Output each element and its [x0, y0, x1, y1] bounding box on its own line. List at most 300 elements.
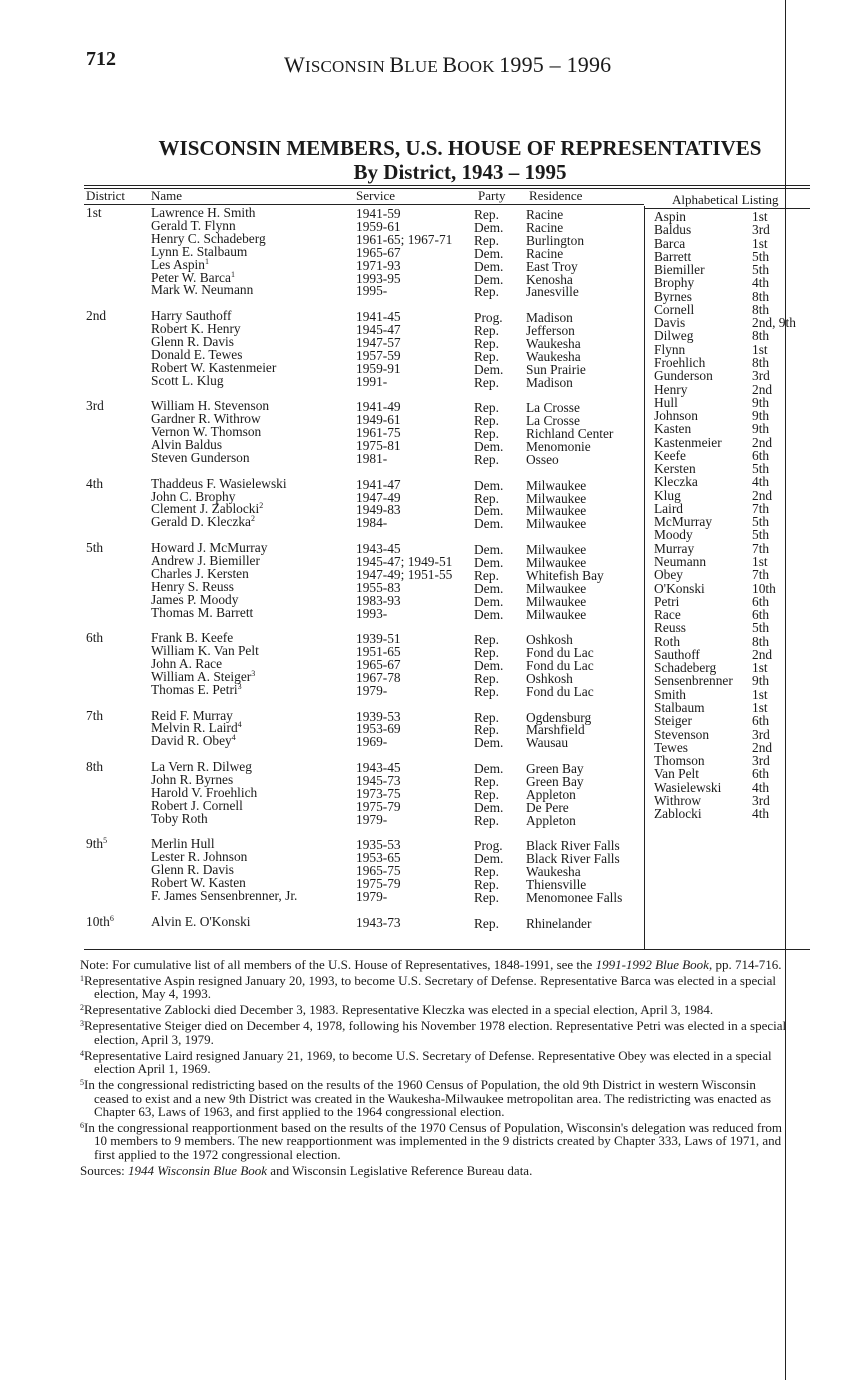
member-party: Dem. [474, 554, 504, 570]
alpha-entry-name: Kastenmeier [654, 434, 722, 450]
alpha-entry-name: Reuss [654, 620, 686, 636]
member-name: Glenn R. Davis [151, 333, 234, 349]
member-party: Dem. [474, 542, 504, 557]
member-service: 1949-83 [356, 502, 401, 518]
member-party: Rep. [474, 877, 499, 892]
member-party: Rep. [474, 683, 499, 699]
alpha-entry-name: Byrnes [654, 288, 692, 304]
member-residence: Milwaukee [526, 503, 587, 519]
member-name: Vernon W. Thomson [151, 424, 262, 440]
member-name: Howard J. McMurray [151, 540, 268, 555]
member-residence: Milwaukee [526, 580, 587, 596]
alpha-entry-district: 6th [752, 713, 770, 729]
member-party: Dem. [474, 258, 504, 274]
member-party: Rep. [474, 490, 499, 506]
alpha-entry-name: Gunderson [654, 368, 713, 384]
member-party: Rep. [474, 284, 499, 300]
member-party: Dem. [474, 606, 504, 622]
member-residence: Marshfield [526, 722, 585, 738]
alpha-entry-district: 4th [752, 474, 770, 490]
alpha-entry-district: 5th [752, 461, 770, 477]
member-name: Henry S. Reuss [151, 578, 234, 594]
col-header-service: Service [356, 188, 395, 203]
member-party: Dem. [474, 361, 504, 377]
member-name: Lawrence H. Smith [151, 205, 256, 220]
member-service: 1961-65; 1967-71 [356, 231, 453, 247]
alpha-entry-name: Brophy [654, 275, 695, 291]
member-name: Frank B. Keefe [151, 630, 234, 646]
member-residence: Kenosha [526, 271, 573, 287]
member-party: Dem. [474, 245, 504, 261]
alpha-entry-name: Biemiller [654, 262, 705, 278]
alpha-entry-name: Henry [654, 381, 688, 397]
alpha-entry-name: Roth [654, 633, 681, 649]
member-party: Rep. [474, 915, 499, 931]
alpha-entry-name: Tewes [654, 739, 689, 755]
member-residence: Milwaukee [526, 477, 587, 493]
alpha-entry-name: Stevenson [654, 726, 710, 742]
member-residence: Black River Falls [526, 838, 620, 854]
table-title: WISCONSIN MEMBERS, U.S. HOUSE OF REPRESENTATIVES [158, 136, 762, 160]
alpha-entry-district: 3rd [752, 792, 770, 808]
col-header-district: District [86, 188, 125, 203]
member-service: 1983-93 [356, 592, 401, 608]
alpha-entry-district: 8th [752, 328, 770, 344]
header-top-rule [84, 185, 810, 186]
district-label: 1st [86, 205, 102, 220]
member-name: John C. Brophy [151, 488, 236, 504]
member-service: 1943-73 [356, 914, 401, 930]
alpha-entry-district: 2nd, 9th [752, 315, 796, 331]
member-residence: Wausau [526, 735, 569, 751]
member-service: 1941-49 [356, 399, 401, 415]
alpha-entry-district: 1st [752, 686, 768, 702]
member-party: Rep. [474, 335, 499, 351]
alpha-entry-district: 8th [752, 301, 770, 317]
member-residence: La Crosse [526, 413, 580, 429]
alpha-entry-district: 1st [752, 209, 768, 224]
member-name: Henry C. Schadeberg [151, 230, 266, 246]
alpha-entry-district: 6th [752, 447, 770, 463]
footnote-sources: Sources: 1944 Wisconsin Blue Book and Wisconsin Legislative Reference Bureau data. [80, 1162, 533, 1178]
member-residence: Fond du Lac [526, 658, 594, 673]
member-name: Glenn R. Davis [151, 862, 234, 878]
alpha-entry-name: Smith [654, 686, 686, 702]
col-header-party: Party [478, 188, 506, 203]
member-service: 1979- [356, 682, 388, 698]
member-residence: Jefferson [526, 323, 575, 338]
member-name: Robert K. Henry [151, 321, 241, 336]
district-label: 2nd [86, 308, 107, 324]
member-residence: Oshkosh [526, 632, 573, 648]
member-party: Dem. [474, 271, 504, 287]
member-party: Rep. [474, 709, 499, 725]
alpha-entry-district: 8th [752, 288, 770, 304]
alpha-entry-district: 5th [752, 248, 770, 264]
alpha-entry-name: Aspin [654, 209, 686, 224]
member-service: 1965-67 [356, 244, 401, 260]
alpha-entry-district: 5th [752, 527, 770, 543]
member-residence: Richland Center [526, 426, 614, 442]
alpha-entry-district: 7th [752, 500, 770, 516]
alpha-entry-district: 4th [752, 275, 770, 291]
member-party: Dem. [474, 761, 504, 776]
member-service: 1945-73 [356, 772, 401, 788]
member-residence: Milwaukee [526, 490, 587, 506]
member-party: Rep. [474, 786, 499, 802]
member-service: 1957-59 [356, 347, 401, 363]
running-head: WISCONSIN BLUE BOOK 1995 – 1996 [284, 52, 612, 77]
district-label: 4th [86, 475, 104, 491]
member-residence: Fond du Lac [526, 683, 594, 699]
member-residence: Milwaukee [526, 606, 587, 622]
member-service: 1953-65 [356, 850, 401, 866]
alpha-entry-district: 3rd [752, 753, 770, 769]
alpha-entry-name: Thomson [654, 753, 705, 769]
alpha-entry-district: 4th [752, 779, 770, 795]
member-name: Gardner R. Withrow [151, 411, 261, 427]
alpha-entry-name: Cornell [654, 301, 695, 317]
district-label: 7th [86, 707, 104, 723]
member-service: 1953-69 [356, 721, 401, 737]
member-party: Rep. [474, 426, 499, 442]
alpha-entry-district: 9th [752, 673, 770, 689]
member-service: 1971-93 [356, 257, 401, 273]
member-party: Rep. [474, 400, 499, 416]
district-label: 6th [86, 630, 104, 646]
member-name: Thaddeus F. Wasielewski [151, 475, 287, 491]
member-name: Harold V. Froehlich [151, 784, 258, 800]
member-name: Andrew J. Biemiller [151, 552, 260, 568]
member-name: William H. Stevenson [151, 398, 270, 414]
member-party: Dem. [474, 580, 504, 596]
member-name: Reid F. Murray [151, 707, 233, 723]
alpha-entry-district: 1st [752, 235, 768, 251]
member-name: Melvin R. Laird$^4$ [151, 720, 242, 736]
member-party: Dem. [474, 799, 504, 815]
member-residence: Green Bay [526, 761, 584, 776]
alpha-entry-name: Kasten [654, 421, 692, 437]
member-residence: Milwaukee [526, 542, 587, 557]
member-service: 1943-45 [356, 760, 401, 775]
member-name: Thomas E. Petri$^3$ [151, 681, 242, 697]
member-name: Peter W. Barca$^1$ [151, 269, 235, 285]
member-name: Alvin E. O'Konski [151, 913, 251, 929]
member-residence: Burlington [526, 232, 585, 248]
member-party: Rep. [474, 567, 499, 583]
member-residence: Ogdensburg [526, 709, 592, 725]
header-top-rule-2 [84, 188, 810, 189]
member-residence: Madison [526, 374, 573, 390]
member-party: Prog. [474, 838, 503, 854]
member-residence: Appleton [526, 786, 576, 802]
member-service: 1941-45 [356, 309, 401, 325]
member-name: Mark W. Neumann [151, 282, 254, 298]
member-service: 1947-57 [356, 334, 401, 350]
alpha-entry-name: Schadeberg [654, 660, 717, 676]
footnote: $^1$Representative Aspin resigned January 20, 1993, to become U.S. Secretary of Defense. Representative Barca was elected in a special election, May 4, 1993. [80, 973, 777, 1002]
member-name: John A. Race [151, 656, 223, 671]
member-name: Scott L. Klug [151, 372, 224, 388]
member-service: 1943-45 [356, 541, 401, 556]
alpha-entry-name: Davis [654, 315, 686, 331]
member-party: Dem. [474, 439, 504, 454]
member-service: 1965-67 [356, 657, 401, 672]
alpha-entry-name: Withrow [654, 792, 702, 808]
member-service: 1939-53 [356, 708, 401, 724]
member-name: Merlin Hull [151, 836, 215, 852]
alpha-entry-name: Zablocki [654, 806, 702, 822]
member-residence: Racine [526, 219, 564, 235]
alpha-entry-district: 5th [752, 262, 770, 278]
member-party: Rep. [474, 889, 499, 905]
alpha-entry-district: 3rd [752, 368, 770, 384]
district-label: $10th^6$ [86, 913, 114, 929]
alpha-entry-name: Steiger [654, 713, 692, 729]
alpha-entry-name: McMurray [654, 514, 713, 530]
district-label: 3rd [86, 398, 104, 414]
member-party: Rep. [474, 812, 499, 828]
alpha-entry-district: 7th [752, 567, 770, 583]
member-party: Rep. [474, 323, 499, 338]
alpha-entry-district: 8th [752, 354, 770, 370]
member-name: Steven Gunderson [151, 449, 250, 465]
member-party: Dem. [474, 477, 504, 493]
alpha-entry-name: Obey [654, 567, 684, 583]
member-name: F. James Sensenbrenner, Jr. [151, 887, 298, 903]
alpha-entry-district: 1st [752, 554, 768, 570]
member-service: 1969- [356, 734, 388, 750]
alpha-entry-name: Petri [654, 593, 680, 609]
member-name: Charles J. Kersten [151, 565, 249, 581]
member-service: 1961-75 [356, 425, 401, 441]
member-residence: Waukesha [526, 348, 581, 364]
member-residence: Milwaukee [526, 516, 587, 532]
alpha-entry-name: Froehlich [654, 354, 706, 370]
member-service: 1975-81 [356, 438, 401, 453]
alpha-entry-district: 6th [752, 766, 770, 782]
member-name: John R. Byrnes [151, 771, 234, 787]
member-service: 1995- [356, 283, 388, 299]
member-name: Lester R. Johnson [151, 849, 248, 865]
alpha-entry-district: 3rd [752, 726, 770, 742]
district-label: $9th^5$ [86, 836, 108, 852]
alpha-column-divider [644, 206, 645, 949]
member-name: Robert W. Kasten [151, 875, 246, 890]
member-service: 1945-47 [356, 322, 401, 337]
member-service: 1965-75 [356, 863, 401, 879]
member-service: 1945-47; 1949-51 [356, 553, 453, 569]
alpha-entry-district: 6th [752, 593, 770, 609]
member-party: Rep. [474, 773, 499, 789]
member-name: William K. Van Pelt [151, 643, 259, 659]
member-service: 1959-91 [356, 360, 401, 376]
member-name: David R. Obey$^4$ [151, 733, 236, 749]
member-service: 1991- [356, 373, 388, 389]
alpha-entry-name: Keefe [654, 447, 686, 463]
member-name: Clement J. Zablocki$^2$ [151, 501, 264, 517]
alpha-entry-district: 5th [752, 620, 770, 636]
alpha-entry-district: 1st [752, 341, 768, 357]
member-party: Rep. [474, 670, 499, 686]
member-residence: Waukesha [526, 335, 581, 351]
alpha-entry-district: 2nd [752, 646, 773, 662]
member-service: 1993-95 [356, 270, 401, 286]
alpha-entry-name: Dilweg [654, 328, 694, 344]
footnote: $^6$In the congressional reapportionment based on the results of the 1970 Census of Population, Wisconsin's delegation was reduced from 10 members to 9 members. The new reapportionment was implemented in the 9 districts created by Chapter 333, Laws of 1971, and first applied to the 1972 congressional election. [80, 1120, 783, 1162]
member-party: Dem. [474, 219, 504, 235]
col-header-alphabetical: Alphabetical Listing [672, 192, 779, 207]
member-service: 1959-61 [356, 218, 401, 234]
member-service: 1979- [356, 811, 388, 827]
member-residence: Madison [526, 310, 573, 326]
alpha-entry-name: Johnson [654, 408, 698, 424]
alpha-entry-name: Murray [654, 540, 695, 556]
member-party: Rep. [474, 232, 499, 248]
alpha-entry-name: Flynn [654, 341, 686, 357]
member-party: Dem. [474, 593, 504, 609]
alpha-entry-name: Klug [654, 487, 681, 503]
member-service: 1979- [356, 888, 388, 904]
alpha-entry-name: Barrett [654, 248, 692, 264]
member-residence: Racine [526, 245, 564, 261]
member-name: Robert W. Kastenmeier [151, 359, 277, 375]
member-service: 1941-59 [356, 206, 401, 221]
member-name: Les Aspin$^1$ [151, 256, 209, 272]
alpha-entry-name: Wasielewski [654, 779, 722, 795]
member-name: Lynn E. Stalbaum [151, 243, 248, 259]
alpha-entry-district: 9th [752, 408, 770, 424]
member-residence: Rhinelander [526, 915, 592, 931]
alpha-entry-district: 1st [752, 699, 768, 715]
member-party: Rep. [474, 348, 499, 364]
member-name: La Vern R. Dilweg [151, 759, 252, 774]
alpha-entry-district: 2nd [752, 739, 773, 755]
member-residence: Thiensville [526, 877, 587, 892]
member-service: 1941-47 [356, 476, 401, 492]
member-service: 1984- [356, 515, 388, 531]
alpha-entry-district: 9th [752, 394, 770, 410]
member-service: 1967-78 [356, 669, 401, 685]
member-residence: Sun Prairie [526, 361, 586, 377]
member-party: Rep. [474, 374, 499, 390]
member-name: Gerald D. Kleczka$^2$ [151, 514, 256, 530]
alpha-entry-district: 9th [752, 421, 770, 437]
member-party: Prog. [474, 310, 503, 326]
member-residence: Black River Falls [526, 851, 620, 867]
member-name: Harry Sauthoff [151, 308, 232, 324]
member-name: Robert J. Cornell [151, 797, 243, 813]
member-residence: Osseo [526, 451, 559, 467]
member-residence: La Crosse [526, 400, 580, 416]
alpha-entry-district: 1st [752, 660, 768, 676]
alpha-entry-name: Stalbaum [654, 699, 705, 715]
member-service: 1981- [356, 450, 388, 466]
alpha-entry-name: Barca [654, 235, 686, 251]
alpha-entry-name: Baldus [654, 222, 692, 238]
footnote: $^5$In the congressional redistricting based on the results of the 1960 Census of Population, the old 9th District in western Wisconsin ceased to exist and a new 9th District was created in the Waukesha-Milwaukee metropolitan area. The redistricting was enacted as Chapter 63, Laws of 1963, and first applied to the 1964 congressional election. [80, 1077, 772, 1120]
member-residence: Milwaukee [526, 554, 587, 570]
footnote: $^4$Representative Laird resigned January 21, 1969, to become U.S. Secretary of Defense. Representative Obey was elected in a special election April 1, 1969. [80, 1047, 772, 1077]
alpha-entry-name: Kleczka [654, 474, 698, 490]
member-residence: Appleton [526, 812, 576, 828]
col-header-name: Name [151, 188, 183, 203]
member-party: Rep. [474, 864, 499, 880]
member-name: Thomas M. Barrett [151, 604, 254, 620]
page-number: 712 [86, 48, 116, 70]
member-party: Rep. [474, 632, 499, 648]
member-residence: De Pere [526, 799, 569, 815]
member-service: 1975-79 [356, 798, 401, 814]
alpha-entry-district: 6th [752, 607, 770, 623]
member-residence: Janesville [526, 284, 579, 300]
member-residence: East Troy [526, 258, 578, 274]
district-label: 8th [86, 759, 104, 774]
member-party: Rep. [474, 722, 499, 738]
alpha-entry-name: Hull [654, 394, 678, 410]
alpha-entry-district: 3rd [752, 222, 770, 238]
alpha-entry-district: 7th [752, 540, 770, 556]
member-name: Alvin Baldus [151, 437, 223, 452]
member-service: 1947-49; 1951-55 [356, 566, 453, 582]
footnotes [80, 958, 788, 1180]
col-header-residence: Residence [529, 188, 583, 203]
alpha-entry-name: Moody [654, 527, 693, 543]
member-name: Toby Roth [151, 810, 208, 826]
member-party: Dem. [474, 503, 504, 519]
district-label: 5th [86, 540, 104, 555]
alpha-entry-name: O'Konski [654, 580, 705, 596]
member-residence: Oshkosh [526, 670, 573, 686]
member-name: Donald E. Tewes [151, 346, 243, 362]
member-party: Rep. [474, 413, 499, 429]
member-name: Gerald T. Flynn [151, 217, 236, 233]
footnote: $^3$Representative Steiger died on December 4, 1978, following his November 1978 election. Representative Petri was elected in a special election, April 3, 1979. [80, 1018, 787, 1047]
member-residence: Menomonee Falls [526, 889, 623, 905]
alpha-entry-name: Neumann [654, 554, 707, 570]
alpha-entry-name: Kersten [654, 461, 696, 477]
member-service: 1975-79 [356, 876, 401, 891]
member-party: Dem. [474, 516, 504, 532]
alpha-entry-district: 2nd [752, 434, 773, 450]
alpha-entry-district: 5th [752, 514, 770, 530]
member-residence: Menomonie [526, 439, 591, 454]
member-residence: Fond du Lac [526, 645, 594, 661]
alpha-entry-name: Laird [654, 500, 683, 516]
member-party: Dem. [474, 658, 504, 673]
alpha-entry-district: 8th [752, 633, 770, 649]
member-name: William A. Steiger$^3$ [151, 668, 256, 684]
footnote: $^2$Representative Zablocki died December 3, 1983. Representative Kleczka was elected in a special election, April 3, 1984. [80, 1002, 714, 1018]
member-residence: Green Bay [526, 773, 584, 789]
member-residence: Milwaukee [526, 593, 587, 609]
member-residence: Waukesha [526, 864, 581, 880]
alpha-entry-name: Sauthoff [654, 646, 700, 662]
table-subtitle: By District, 1943 – 1995 [353, 160, 567, 184]
member-service: 1947-49 [356, 489, 401, 505]
member-service: 1993- [356, 605, 388, 621]
alpha-entry-district: 2nd [752, 487, 773, 503]
member-residence: Whitefish Bay [526, 567, 604, 583]
alpha-entry-name: Race [654, 607, 681, 623]
member-party: Rep. [474, 645, 499, 661]
member-service: 1973-75 [356, 785, 401, 801]
alpha-entry-district: 4th [752, 806, 770, 822]
member-service: 1949-61 [356, 412, 401, 428]
member-service: 1955-83 [356, 579, 401, 595]
alpha-entry-name: Sensenbrenner [654, 673, 733, 689]
member-party: Rep. [474, 207, 499, 222]
